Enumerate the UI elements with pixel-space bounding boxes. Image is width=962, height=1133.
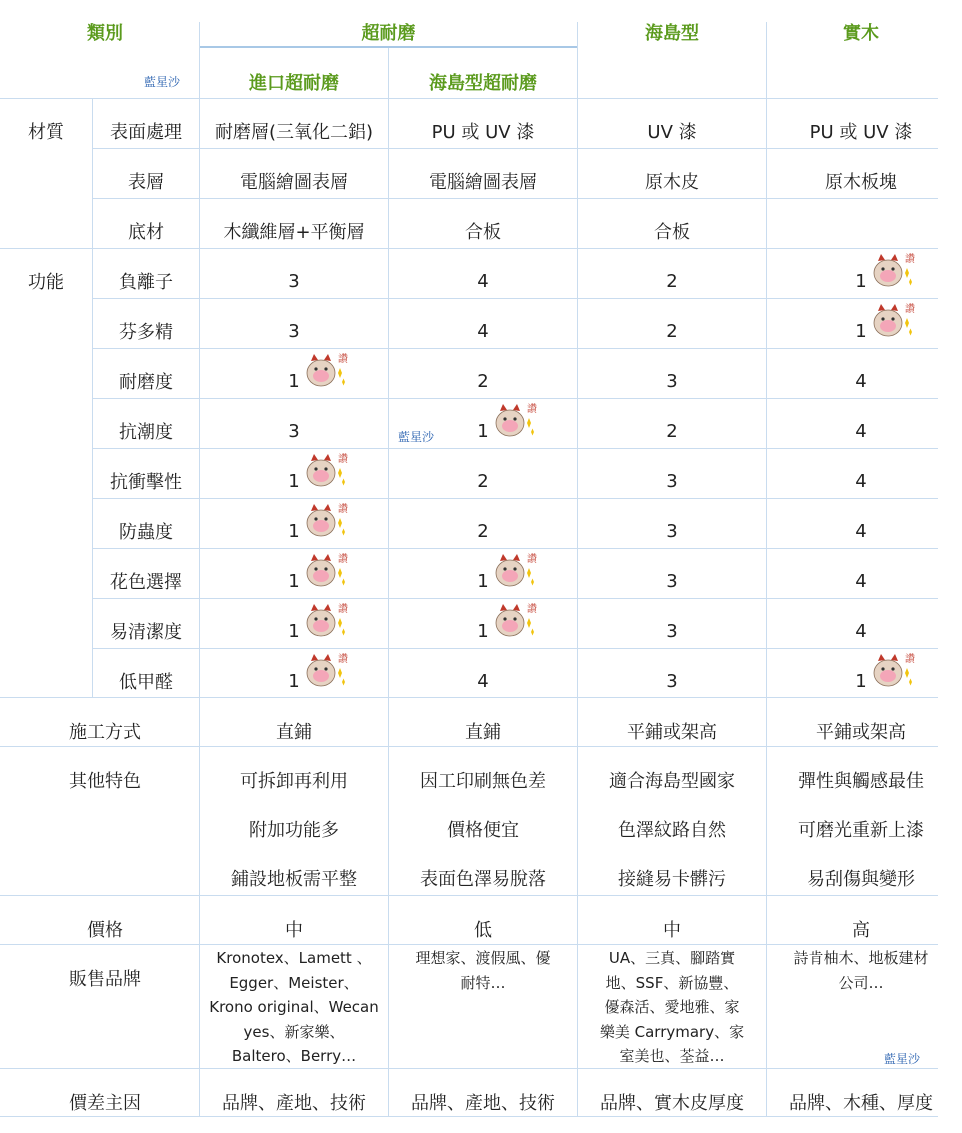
- rating-cell: 2: [666, 420, 678, 442]
- brand-line: Krono original、Wecan: [209, 998, 379, 1016]
- rating-cell: 1: [855, 320, 867, 342]
- material-cell: 合板: [654, 222, 690, 243]
- praise-sticker-icon: [869, 649, 915, 691]
- feature-cell: 可拆卸再利用: [240, 771, 348, 792]
- svg-text:讚: 讚: [527, 604, 537, 615]
- feature-cell: 易刮傷與變形: [807, 869, 915, 890]
- rating-cell: 3: [666, 620, 678, 642]
- brands-wood: [767, 946, 955, 995]
- brand-line: 耐特…: [460, 973, 506, 992]
- rating-cell: 1: [288, 470, 300, 492]
- praise-sticker-icon: [869, 249, 915, 291]
- brand-line: 公司…: [838, 973, 884, 992]
- brand-line: 理想家、渡假風、優: [415, 949, 551, 967]
- material-cell: 木纖維層+平衡層: [223, 222, 365, 243]
- rating-cell: 4: [855, 370, 867, 392]
- price-wood: 高: [852, 920, 870, 941]
- svg-text:讚: 讚: [338, 654, 348, 665]
- feature-cell: 附加功能多: [249, 820, 339, 841]
- rating-cell: 4: [855, 520, 867, 542]
- row-divider: [0, 1068, 938, 1069]
- praise-sticker-icon: [302, 599, 348, 641]
- brands-island-super: [389, 946, 577, 995]
- price-imported: 中: [285, 920, 303, 941]
- rating-cell: 4: [855, 420, 867, 442]
- praise-sticker-icon: [491, 599, 537, 641]
- group-function: 功能: [28, 272, 64, 293]
- praise-sticker-icon: [302, 649, 348, 691]
- watermark: 藍星沙: [144, 75, 181, 89]
- svg-text:讚: 讚: [905, 654, 915, 665]
- rating-cell: 4: [477, 320, 489, 342]
- rating-cell: 2: [666, 270, 678, 292]
- rating-cell: 3: [288, 320, 300, 342]
- function-row-label: 芬多精: [119, 322, 173, 343]
- function-row-label: 防蟲度: [119, 522, 173, 543]
- rating-cell: 4: [477, 670, 489, 692]
- rating-cell: 3: [666, 670, 678, 692]
- brand-line: yes、新家樂、: [243, 1022, 345, 1041]
- rating-cell: 1: [855, 270, 867, 292]
- praise-sticker-icon: [491, 399, 537, 441]
- function-row-label: 耐磨度: [119, 372, 173, 393]
- material-cell: 合板: [465, 222, 501, 243]
- rating-cell: 3: [666, 570, 678, 592]
- rating-cell: 1: [288, 370, 300, 392]
- praise-sticker-icon: [491, 549, 537, 591]
- rating-cell: 3: [666, 370, 678, 392]
- feature-cell: 可磨光重新上漆: [798, 820, 924, 841]
- feature-cell: 鋪設地板需平整: [231, 869, 357, 890]
- rating-cell: 1: [288, 570, 300, 592]
- feature-cell: 色澤紋路自然: [618, 820, 726, 841]
- brand-line: UA、三真、腳踏實: [608, 949, 736, 967]
- watermark: 藍星沙: [398, 430, 435, 444]
- function-row-label: 花色選擇: [110, 572, 182, 593]
- header-island-super-wear: 海島型超耐磨: [429, 73, 537, 94]
- svg-text:讚: 讚: [338, 354, 348, 365]
- price-label: 價格: [87, 920, 123, 941]
- header-imported-super-wear: 進口超耐磨: [249, 73, 339, 94]
- price-island: 中: [663, 920, 681, 941]
- rating-cell: 3: [666, 520, 678, 542]
- svg-text:讚: 讚: [338, 554, 348, 565]
- svg-text:讚: 讚: [527, 554, 537, 565]
- construction-wood: 平鋪或架高: [816, 722, 906, 743]
- rating-cell: 3: [666, 470, 678, 492]
- brand-line: Kronotex、Lamett 、: [216, 949, 372, 967]
- brand-line: Baltero、Berry…: [231, 1047, 357, 1065]
- rating-cell: 1: [288, 620, 300, 642]
- feature-cell: 接縫易卡髒污: [618, 869, 726, 890]
- praise-sticker-icon: [302, 549, 348, 591]
- feature-cell: 價格便宜: [447, 820, 519, 841]
- material-cell: 原木皮: [645, 172, 699, 193]
- rating-cell: 1: [855, 670, 867, 692]
- watermark: 藍星沙: [884, 1052, 921, 1066]
- brand-line: 優森活、愛地雅、家: [604, 998, 740, 1016]
- difference-island: 品牌、實木皮厚度: [600, 1093, 744, 1114]
- material-cell: [767, 206, 955, 256]
- price-island-super: 低: [474, 920, 492, 941]
- svg-text:讚: 讚: [905, 254, 915, 265]
- rating-cell: 1: [477, 570, 489, 592]
- rating-cell: 4: [855, 570, 867, 592]
- brands-imported: [200, 946, 388, 1069]
- rating-cell: 1: [288, 520, 300, 542]
- material-row-label: 表面處理: [110, 122, 182, 143]
- rating-cell: 4: [477, 270, 489, 292]
- group-material: 材質: [28, 122, 64, 143]
- function-row-label: 易清潔度: [110, 622, 182, 643]
- praise-sticker-icon: [869, 299, 915, 341]
- function-row-label: 抗衝擊性: [110, 472, 182, 493]
- svg-text:讚: 讚: [527, 404, 537, 415]
- construction-island-super: 直鋪: [465, 722, 501, 743]
- material-row-label: 底材: [128, 222, 164, 243]
- brand-line: Egger、Meister、: [229, 973, 359, 992]
- rating-cell: 2: [666, 320, 678, 342]
- features-label: 其他特色: [69, 771, 141, 792]
- header-solid-wood: 實木: [843, 23, 879, 44]
- feature-cell: 彈性與觸感最佳: [798, 771, 924, 792]
- construction-island: 平鋪或架高: [627, 722, 717, 743]
- brands-island: [578, 946, 766, 1069]
- function-row-label: 低甲醛: [119, 672, 173, 693]
- construction-label: 施工方式: [69, 722, 141, 743]
- construction-imported: 直鋪: [276, 722, 312, 743]
- rating-cell: 1: [288, 670, 300, 692]
- brand-line: 樂美 Carrymary、家: [599, 1022, 745, 1041]
- rating-cell: 2: [477, 470, 489, 492]
- brand-line: 詩肯柚木、地板建材: [793, 949, 929, 967]
- material-cell: PU 或 UV 漆: [809, 122, 913, 143]
- difference-island-super: 品牌、產地、技術: [411, 1093, 555, 1114]
- function-row-label: 負離子: [119, 272, 173, 293]
- rating-cell: 4: [855, 620, 867, 642]
- rating-cell: 2: [477, 370, 489, 392]
- praise-sticker-icon: [302, 349, 348, 391]
- difference-wood: 品牌、木種、厚度: [789, 1093, 933, 1114]
- praise-sticker-icon: [302, 499, 348, 541]
- material-cell: 原木板塊: [825, 172, 897, 193]
- svg-text:讚: 讚: [338, 604, 348, 615]
- rating-cell: 3: [288, 270, 300, 292]
- rating-cell: 1: [477, 620, 489, 642]
- material-cell: UV 漆: [647, 122, 697, 143]
- material-row-label: 表層: [128, 172, 164, 193]
- header-category: 類別: [87, 23, 123, 44]
- feature-cell: 因工印刷無色差: [420, 771, 546, 792]
- material-cell: 電腦繪圖表層: [240, 172, 348, 193]
- rating-cell: 2: [477, 520, 489, 542]
- praise-sticker-icon: [302, 449, 348, 491]
- material-cell: PU 或 UV 漆: [431, 122, 535, 143]
- difference-imported: 品牌、產地、技術: [222, 1093, 366, 1114]
- feature-cell: 表面色澤易脫落: [420, 869, 546, 890]
- rating-cell: 4: [855, 470, 867, 492]
- rating-cell: 3: [288, 420, 300, 442]
- function-row-label: 抗潮度: [119, 422, 173, 443]
- svg-text:讚: 讚: [338, 454, 348, 465]
- rating-cell: 1: [477, 420, 489, 442]
- material-cell: 耐磨層(三氧化二鋁): [214, 122, 374, 143]
- brand-line: 室美也、荃益…: [619, 1047, 725, 1065]
- brands-label: 販售品牌: [69, 969, 141, 990]
- svg-text:讚: 讚: [338, 504, 348, 515]
- difference-label: 價差主因: [69, 1093, 141, 1114]
- brand-line: 地、SSF、新協豐、: [605, 973, 739, 992]
- material-cell: 電腦繪圖表層: [429, 172, 537, 193]
- feature-cell: 適合海島型國家: [609, 771, 735, 792]
- header-super-wear: 超耐磨: [361, 23, 416, 44]
- header-island: 海島型: [645, 23, 699, 44]
- svg-text:讚: 讚: [905, 304, 915, 315]
